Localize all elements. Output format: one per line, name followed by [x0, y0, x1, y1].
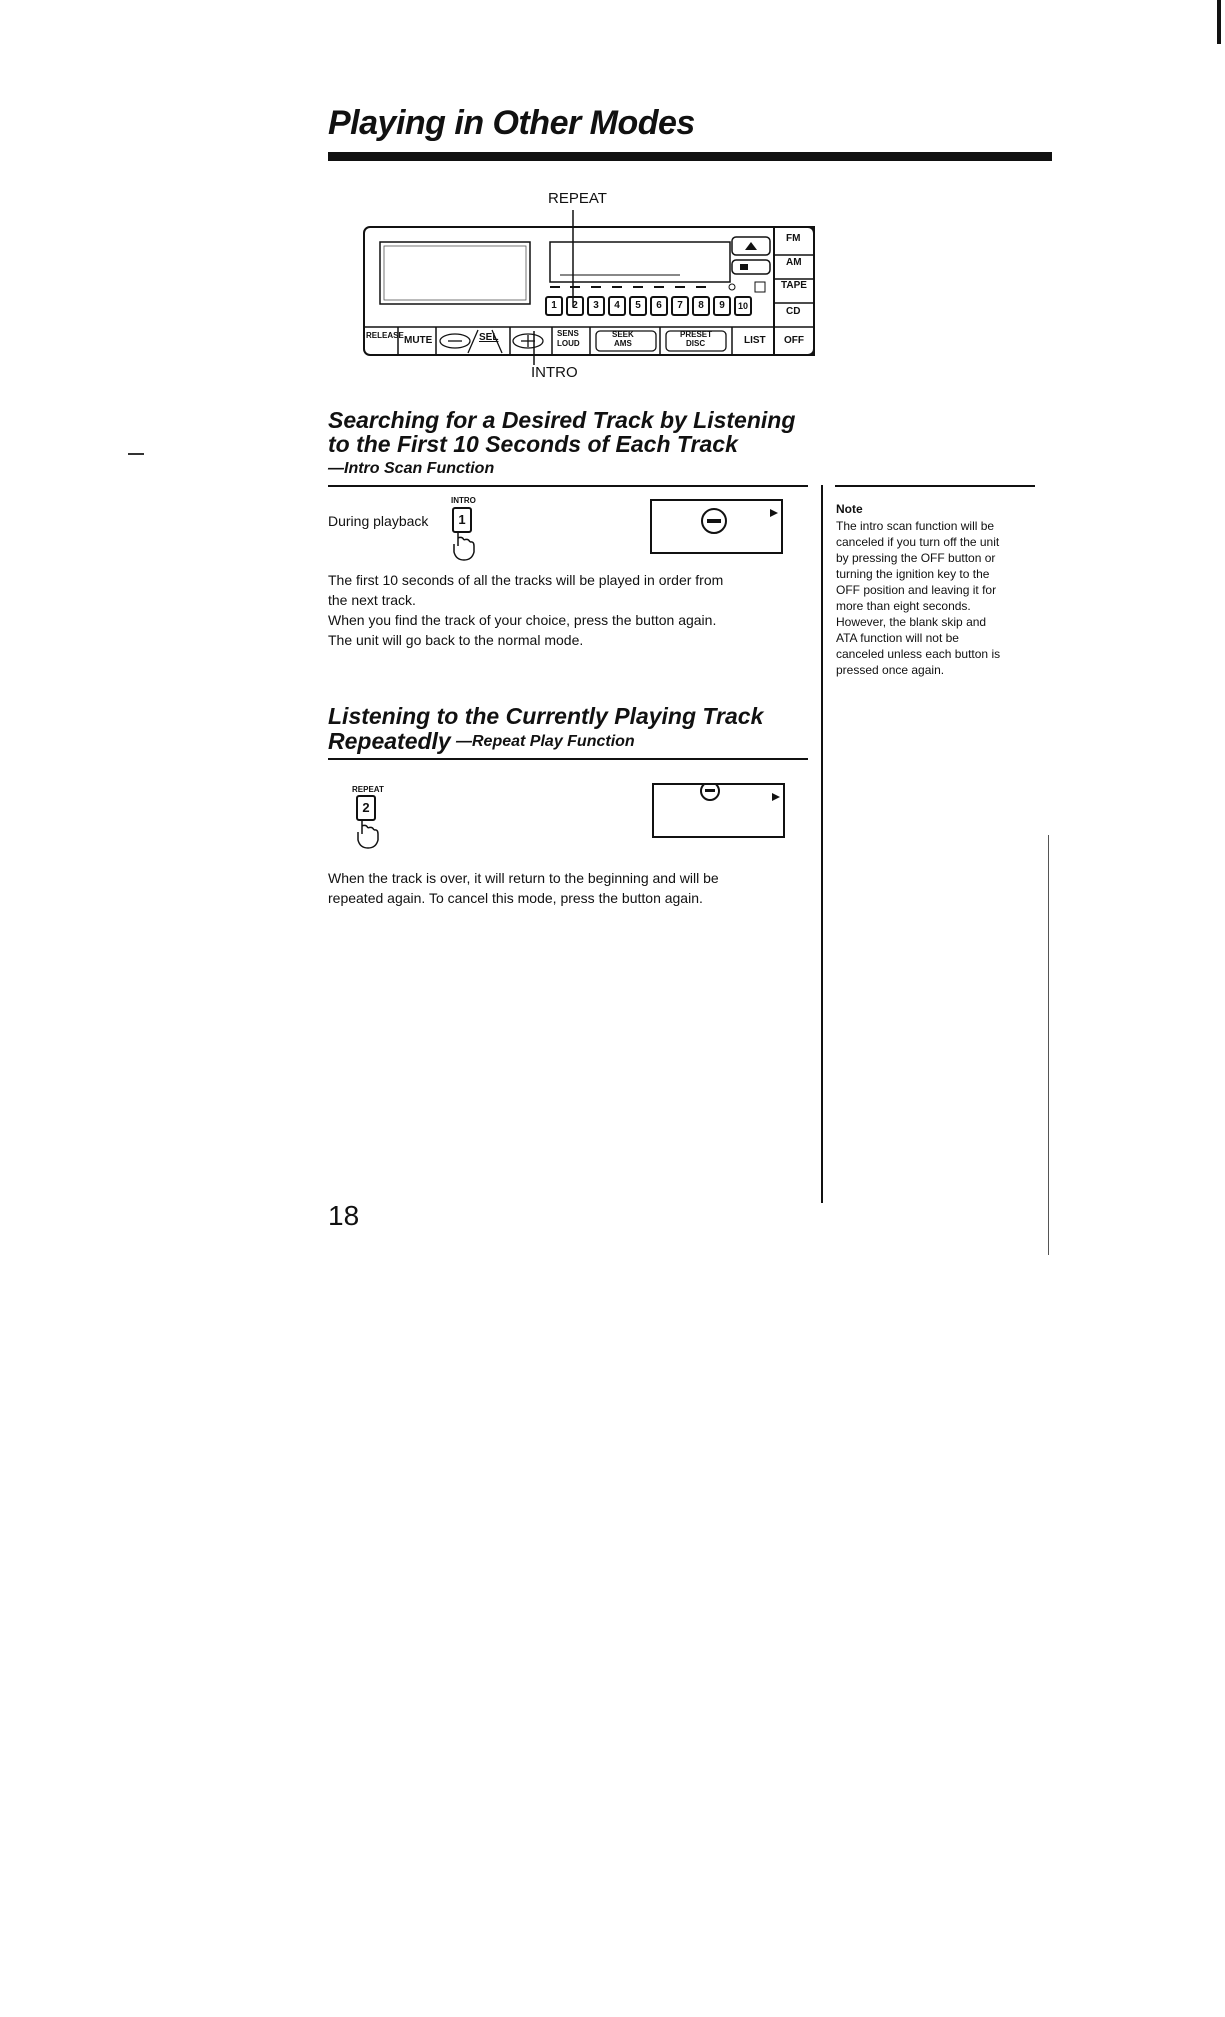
note-line-4: turning the ignition key to the [836, 567, 990, 581]
repeat-body-line-1: When the track is over, it will return to the beginning and will be [328, 870, 719, 886]
panel-mute-button[interactable]: MUTE [404, 335, 433, 346]
panel-preset-label: PRESET [680, 330, 713, 339]
pointing-hand-icon [448, 530, 482, 562]
panel-key-1[interactable]: 1 [545, 296, 563, 316]
panel-key-10[interactable]: 10 [734, 296, 752, 316]
panel-key-8[interactable]: 8 [692, 296, 710, 316]
center-display [550, 242, 730, 282]
intro-body-line-1: The first 10 seconds of all the tracks will be played in order from [328, 572, 724, 588]
diagram-label-repeat: REPEAT [548, 190, 607, 207]
intro-body-line-2: the next track. [328, 592, 416, 608]
panel-off-button[interactable]: OFF [784, 335, 804, 346]
panel-key-2[interactable]: 2 [566, 296, 584, 316]
front-panel-diagram [360, 205, 820, 375]
repeat-button-key: 2 [356, 795, 376, 821]
panel-key-6[interactable]: 6 [650, 296, 668, 316]
repeat-heading-rule [328, 758, 808, 760]
note-column-divider [821, 485, 823, 1203]
intro-step-label: During playback [328, 513, 429, 529]
repeat-indicator-icon [654, 785, 783, 836]
title-rule [328, 152, 1052, 161]
intro-subheading: —Intro Scan Function [328, 460, 495, 477]
panel-seek-label: SEEK [612, 330, 634, 339]
repeat-button-caption: REPEAT [352, 785, 384, 794]
panel-sel-button[interactable]: SEL [479, 332, 499, 343]
note-rule [835, 485, 1035, 487]
intro-body-line-3: When you find the track of your choice, press the button again. [328, 612, 717, 628]
pointing-hand-icon [352, 818, 386, 850]
panel-tape-button[interactable]: TAPE [781, 280, 807, 291]
panel-key-7[interactable]: 7 [671, 296, 689, 316]
intro-body-line-4: The unit will go back to the normal mode. [328, 632, 584, 648]
repeat-display-indicator [652, 783, 785, 838]
panel-key-5[interactable]: 5 [629, 296, 647, 316]
left-display [380, 242, 530, 304]
repeat-heading-line2: Repeatedly [328, 728, 451, 754]
intro-indicator-icon [652, 501, 781, 552]
number-key-row [545, 296, 752, 316]
note-line-10: pressed once again. [836, 663, 945, 677]
note-line-1: The intro scan function will be [836, 519, 995, 533]
panel-fm-button[interactable]: FM [786, 233, 801, 244]
diagram-label-intro: INTRO [531, 364, 578, 381]
note-line-2: canceled if you turn off the unit [836, 535, 1000, 549]
page-number: 18 [328, 1200, 360, 1231]
panel-disc-label: DISC [686, 339, 706, 348]
panel-key-4[interactable]: 4 [608, 296, 626, 316]
intro-heading-rule [328, 485, 808, 487]
panel-sens-label: SENS [557, 329, 579, 338]
panel-key-3[interactable]: 3 [587, 296, 605, 316]
note-line-9: canceled unless each button is [836, 647, 1001, 661]
note-line-8: ATA function will not be [836, 631, 959, 645]
note-title: Note [836, 502, 863, 516]
intro-heading-line1: Searching for a Desired Track by Listening [328, 407, 796, 433]
note-line-6: more than eight seconds. [836, 599, 971, 613]
note-line-5: OFF position and leaving it for [836, 583, 997, 597]
scan-margin-mark [128, 453, 144, 455]
note-line-3: by pressing the OFF button or [836, 551, 996, 565]
scan-edge-mark [1217, 0, 1221, 44]
intro-heading-line2: to the First 10 Seconds of Each Track [328, 431, 738, 457]
panel-loud-label: LOUD [557, 339, 580, 348]
scan-edge-line [1048, 835, 1049, 1255]
panel-ams-label: AMS [614, 339, 632, 348]
repeat-subheading: —Repeat Play Function [456, 733, 635, 750]
panel-key-9[interactable]: 9 [713, 296, 731, 316]
intro-button-caption: INTRO [451, 496, 476, 505]
panel-cd-button[interactable]: CD [786, 306, 801, 317]
intro-button-key: 1 [452, 507, 472, 533]
panel-list-button[interactable]: LIST [744, 335, 766, 346]
note-line-7: However, the blank skip and [836, 615, 987, 629]
panel-release-label: RELEASE [366, 331, 404, 340]
intro-display-indicator [650, 499, 783, 554]
page-title: Playing in Other Modes [328, 104, 695, 142]
panel-am-button[interactable]: AM [786, 257, 802, 268]
repeat-body-line-2: repeated again. To cancel this mode, press the button again. [328, 890, 703, 906]
repeat-heading-line1: Listening to the Currently Playing Track [328, 703, 764, 729]
